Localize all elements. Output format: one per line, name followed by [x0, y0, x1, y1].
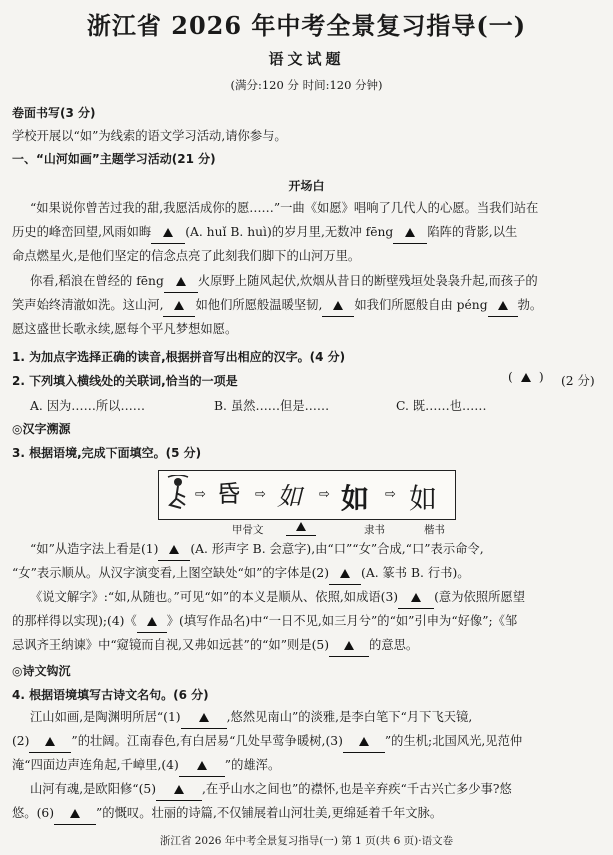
triangle-icon: [70, 809, 80, 818]
triangle-icon: [199, 713, 209, 722]
subsection-hanzi: ◎汉字溯源: [12, 422, 71, 436]
kaishu-glyph: 如: [409, 482, 438, 515]
para5-line2: [12, 730, 522, 753]
triangle-icon: [405, 228, 415, 237]
para4-line1: [30, 586, 525, 609]
arrow-right-icon: ⇨: [319, 487, 330, 502]
answer-blank[interactable]: [29, 730, 71, 753]
answer-blank[interactable]: [179, 754, 225, 777]
question-2-score: (2 分): [561, 374, 595, 388]
answer-blank[interactable]: [488, 294, 518, 317]
para3-line2-a: “女”表示顺从。从汉字演变看,上图空缺处“如”的字体是(2): [12, 566, 330, 580]
hanzi-evolution-figure: [158, 470, 456, 520]
answer-blank[interactable]: [393, 221, 427, 244]
para4-line1-b: (意为依照所愿望: [434, 590, 525, 604]
para2-line2-b: 如他们所愿般温暖坚韧,: [195, 298, 323, 312]
triangle-icon: [169, 545, 179, 554]
answer-blank[interactable]: [398, 586, 434, 609]
para3-line2: [12, 562, 470, 585]
para1-line2-c: 陷阵的背影,以生: [427, 225, 518, 239]
q2-option-b: B. 虽然……但是……: [214, 399, 330, 413]
para3-line2-b: (A. 篆书 B. 行书)。: [361, 566, 470, 580]
para5-line3: [12, 754, 280, 777]
question-2: 2. 下列填入横线处的关联词,恰当的一项是: [12, 374, 238, 388]
para3-line1-b: (A. 形声字 B. 会意字),由“口”“女”合成,“口”表示命令,: [190, 542, 484, 556]
question-4: 4. 根据语境填写古诗文名句。(6 分): [12, 688, 209, 702]
exam-title: 浙江省 2026 年中考全景复习指导(一): [86, 11, 527, 40]
arrow-right-icon: ⇨: [195, 487, 206, 502]
caption-missing: [286, 516, 316, 536]
para5-line3-b: ”的雄浑。: [224, 758, 281, 772]
para1-line3: 命点燃星火,是他们坚定的信念点亮了此刻我们脚下的山河万里。: [12, 249, 361, 263]
para6-line1: [30, 778, 512, 801]
para2-line2-a: 笑声始终清澈如洗。这山河,: [12, 298, 164, 312]
intro-text: 学校开展以“如”为线索的语文学习活动,请你参与。: [12, 129, 287, 143]
triangle-icon: [163, 228, 173, 237]
triangle-icon: [411, 593, 421, 602]
answer-blank[interactable]: [329, 634, 369, 657]
answer-blank[interactable]: [513, 370, 539, 384]
triangle-icon: [344, 641, 354, 650]
triangle-icon: [174, 785, 184, 794]
para4-line2: [12, 610, 517, 633]
para2-line1-b: 火原野上随风起伏,炊烟从昔日的断壁残垣处袅袅升起,而孩子的: [197, 274, 538, 288]
para4-line2-b: 》(填写作品名)中“一日不见,如三月兮”的“如”引申为“好像”;《邹: [166, 614, 518, 628]
question-2-answer: ( ): [508, 370, 544, 384]
para4-line1-a: 《说文解字》:“如,从随也。”可见“如”的本义是顺从、依照,如成语(3): [30, 590, 399, 604]
q2-option-c: C. 既……也……: [396, 399, 487, 413]
para5-line1-b: ,悠然见南山”的淡雅,是李白笔下“月下飞天镜,: [226, 710, 473, 724]
answer-blank[interactable]: [163, 294, 195, 317]
opening-title: 开场白: [288, 179, 325, 193]
para5-line1-a: 江山如画,是陶渊明所居“(1): [30, 710, 181, 724]
lishu-glyph: 如: [341, 482, 370, 515]
triangle-icon: [296, 522, 306, 531]
para4-line2-a: 的那样得以实现);(4)《: [12, 614, 137, 628]
triangle-icon: [333, 301, 343, 310]
missing-script-glyph: 如: [277, 482, 303, 511]
answer-blank[interactable]: [156, 778, 202, 801]
answer-blank[interactable]: [158, 538, 190, 561]
oracle-glyph: 𠯑: [217, 480, 241, 508]
para6-line2-a: 悠。(6): [12, 806, 55, 820]
triangle-icon: [340, 569, 350, 578]
triangle-icon: [147, 617, 157, 626]
para3-line1: [30, 538, 484, 561]
para5-line2-c: ”的生机;北国风光,见范仲: [384, 734, 523, 748]
triangle-icon: [174, 301, 184, 310]
triangle-icon: [498, 301, 508, 310]
para6-line1-b: ,在乎山水之间也”的襟怀,也是辛弃疾“千古兴亡多少事?悠: [202, 782, 512, 796]
answer-blank[interactable]: [181, 706, 227, 729]
answer-blank[interactable]: [54, 802, 96, 825]
arrow-right-icon: ⇨: [255, 487, 266, 502]
triangle-icon: [359, 737, 369, 746]
para5-line2-a: (2): [12, 734, 30, 748]
para2-line3: 愿这盛世长歌永续,愿每个平凡梦想如愿。: [12, 322, 238, 336]
exam-meta: (满分:120 分 时间:120 分钟): [230, 78, 383, 92]
para1-line2-b: (A. huǐ B. huì)的岁月里,无数冲 fēng: [185, 225, 394, 239]
para1-line2-a: 历史的峰峦回望,风雨如晦: [12, 225, 152, 239]
para6-line1-a: 山河有魂,是欧阳修“(5): [30, 782, 156, 796]
handwriting-score: 卷面书写(3 分): [12, 106, 96, 120]
subsection-poetry: ◎诗文钩沉: [12, 664, 71, 678]
answer-blank[interactable]: [286, 516, 316, 536]
para5-line3-a: 淹“四面边声连角起,千嶂里,(4): [12, 758, 179, 772]
section-1-heading: 一、“山河如画”主题学习活动(21 分): [12, 152, 216, 166]
triangle-icon: [197, 761, 207, 770]
para3-line1-a: “如”从造字法上看是(1): [30, 542, 159, 556]
para2-line2-d: 勃。: [517, 298, 543, 312]
para2-line1: [30, 270, 538, 293]
para4-line3: [12, 634, 418, 657]
para1-line1: “如果说你曾苦过我的甜,我愿活成你的愿……”一曲《如愿》唱响了几代人的心愿。当我们站在: [30, 201, 539, 215]
answer-blank[interactable]: [151, 221, 185, 244]
answer-blank[interactable]: [329, 562, 361, 585]
answer-blank[interactable]: [137, 610, 167, 633]
para2-line1-a: 你看,稻浪在曾经的 fēng: [30, 274, 164, 288]
triangle-icon: [45, 737, 55, 746]
exam-subtitle: 语文试题: [268, 50, 345, 68]
arrow-right-icon: ⇨: [385, 487, 396, 502]
triangle-icon: [521, 373, 531, 382]
para5-line2-b: ”的壮阔。江南春色,有白居易“几处早莺争暖树,(3): [71, 734, 343, 748]
caption-oracle: 甲骨文: [232, 524, 264, 536]
para1-line2: [12, 221, 517, 244]
kneeling-figure-illustration: [165, 475, 191, 515]
para4-line3-a: 忌讽齐王纳谏》中“窥镜而自视,又弗如远甚”的“如”则是(5): [12, 638, 330, 652]
para5-line1: [30, 706, 472, 729]
para2-line2-c: 如我们所愿般自由 péng: [354, 298, 488, 312]
para6-line2-b: ”的慨叹。壮丽的诗篇,不仅铺展着山河壮美,更绵延着千年文脉。: [96, 806, 443, 820]
answer-blank[interactable]: [322, 294, 354, 317]
question-1: 1. 为加点字选择正确的读音,根据拼音写出相应的汉字。(4 分): [12, 350, 346, 364]
triangle-icon: [176, 277, 186, 286]
q2-option-a: A. 因为……所以……: [30, 399, 146, 413]
para6-line2: [12, 802, 442, 825]
answer-blank[interactable]: [164, 270, 198, 293]
para2-line2: [12, 294, 542, 317]
page-footer: 浙江省 2026 年中考全景复习指导(一) 第 1 页(共 6 页)·语文卷: [159, 835, 454, 847]
para4-line3-b: 的意思。: [369, 638, 419, 652]
caption-lishu: 隶书: [364, 524, 385, 536]
question-3: 3. 根据语境,完成下面填空。(5 分): [12, 446, 202, 460]
caption-kaishu: 楷书: [424, 524, 445, 536]
answer-blank[interactable]: [343, 730, 385, 753]
